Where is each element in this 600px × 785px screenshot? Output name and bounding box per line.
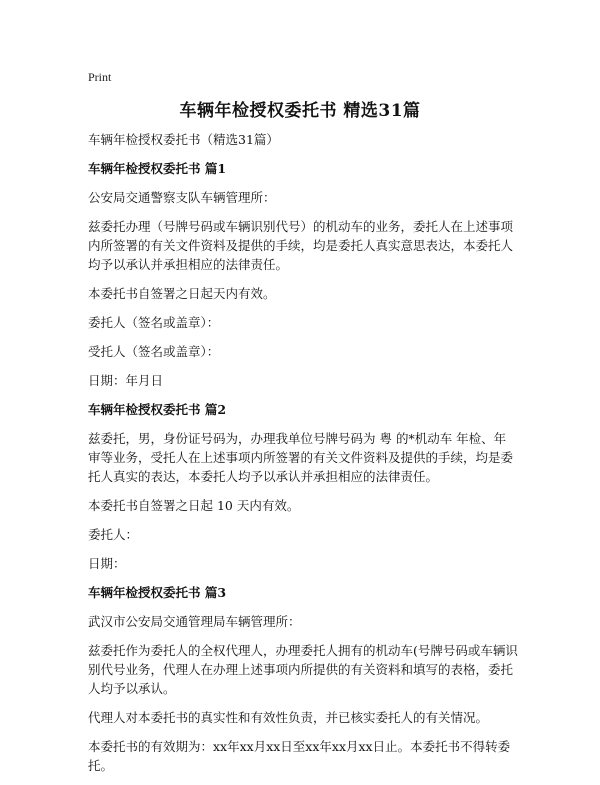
paragraph: 本委托书自签署之日起 10 天内有效。 <box>88 498 300 513</box>
paragraph: 日期： <box>88 556 126 571</box>
paragraph: 兹委托，男，身份证号码为，办理我单位号牌号码为 粤 的*机动车 年检、年审等业务，受托人在上述事项内所签署的有关文件资料及提供的手续，均是委托人真实的表达，本委托人均予以承认并承担相应的法律责任。 <box>88 431 514 484</box>
paragraph: 本委托书自签署之日起天内有效。 <box>88 286 276 301</box>
paragraph: 委托人（签名或盖章）： <box>88 315 220 330</box>
paragraph: 本委托书的有效期为：xx年xx月xx日至xx年xx月xx日止。本委托书不得转委托。 <box>88 739 511 773</box>
paragraph: 公安局交通警察支队车辆管理所： <box>88 190 276 205</box>
paragraph: 兹委托作为委托人的全权代理人，办理委托人拥有的机动车(号牌号码或车辆识别代号业务，代理人在办理上述事项内所提供的有关资料和填写的表格，委托人均予以承认。 <box>88 643 518 696</box>
intro-line: 车辆年检授权委托书（精选31篇） <box>88 132 279 147</box>
section-heading: 车辆年检授权委托书 篇1 <box>88 161 227 176</box>
document-title: 车辆年检授权委托书 精选31篇 <box>179 101 421 121</box>
print-label: Print <box>88 70 112 84</box>
paragraph: 日期：年月日 <box>88 373 164 388</box>
paragraph: 代理人对本委托书的真实性和有效性负责，并已核实委托人的有关情况。 <box>88 710 489 725</box>
paragraph: 委托人： <box>88 527 139 542</box>
document-body <box>88 130 518 785</box>
paragraph: 武汉市公安局交通管理局车辆管理所： <box>88 614 301 629</box>
paragraph: 兹委托办理（号牌号码或车辆识别代号）的机动车的业务，委托人在上述事项内所签署的有关文件资料及提供的手续，均是委托人真实意思表达，本委托人均予以承认并承担相应的法律责任。 <box>88 219 514 272</box>
section-heading: 车辆年检授权委托书 篇2 <box>88 402 227 417</box>
section-heading: 车辆年检授权委托书 篇3 <box>88 585 227 600</box>
paragraph: 受托人（签名或盖章）： <box>88 344 220 359</box>
